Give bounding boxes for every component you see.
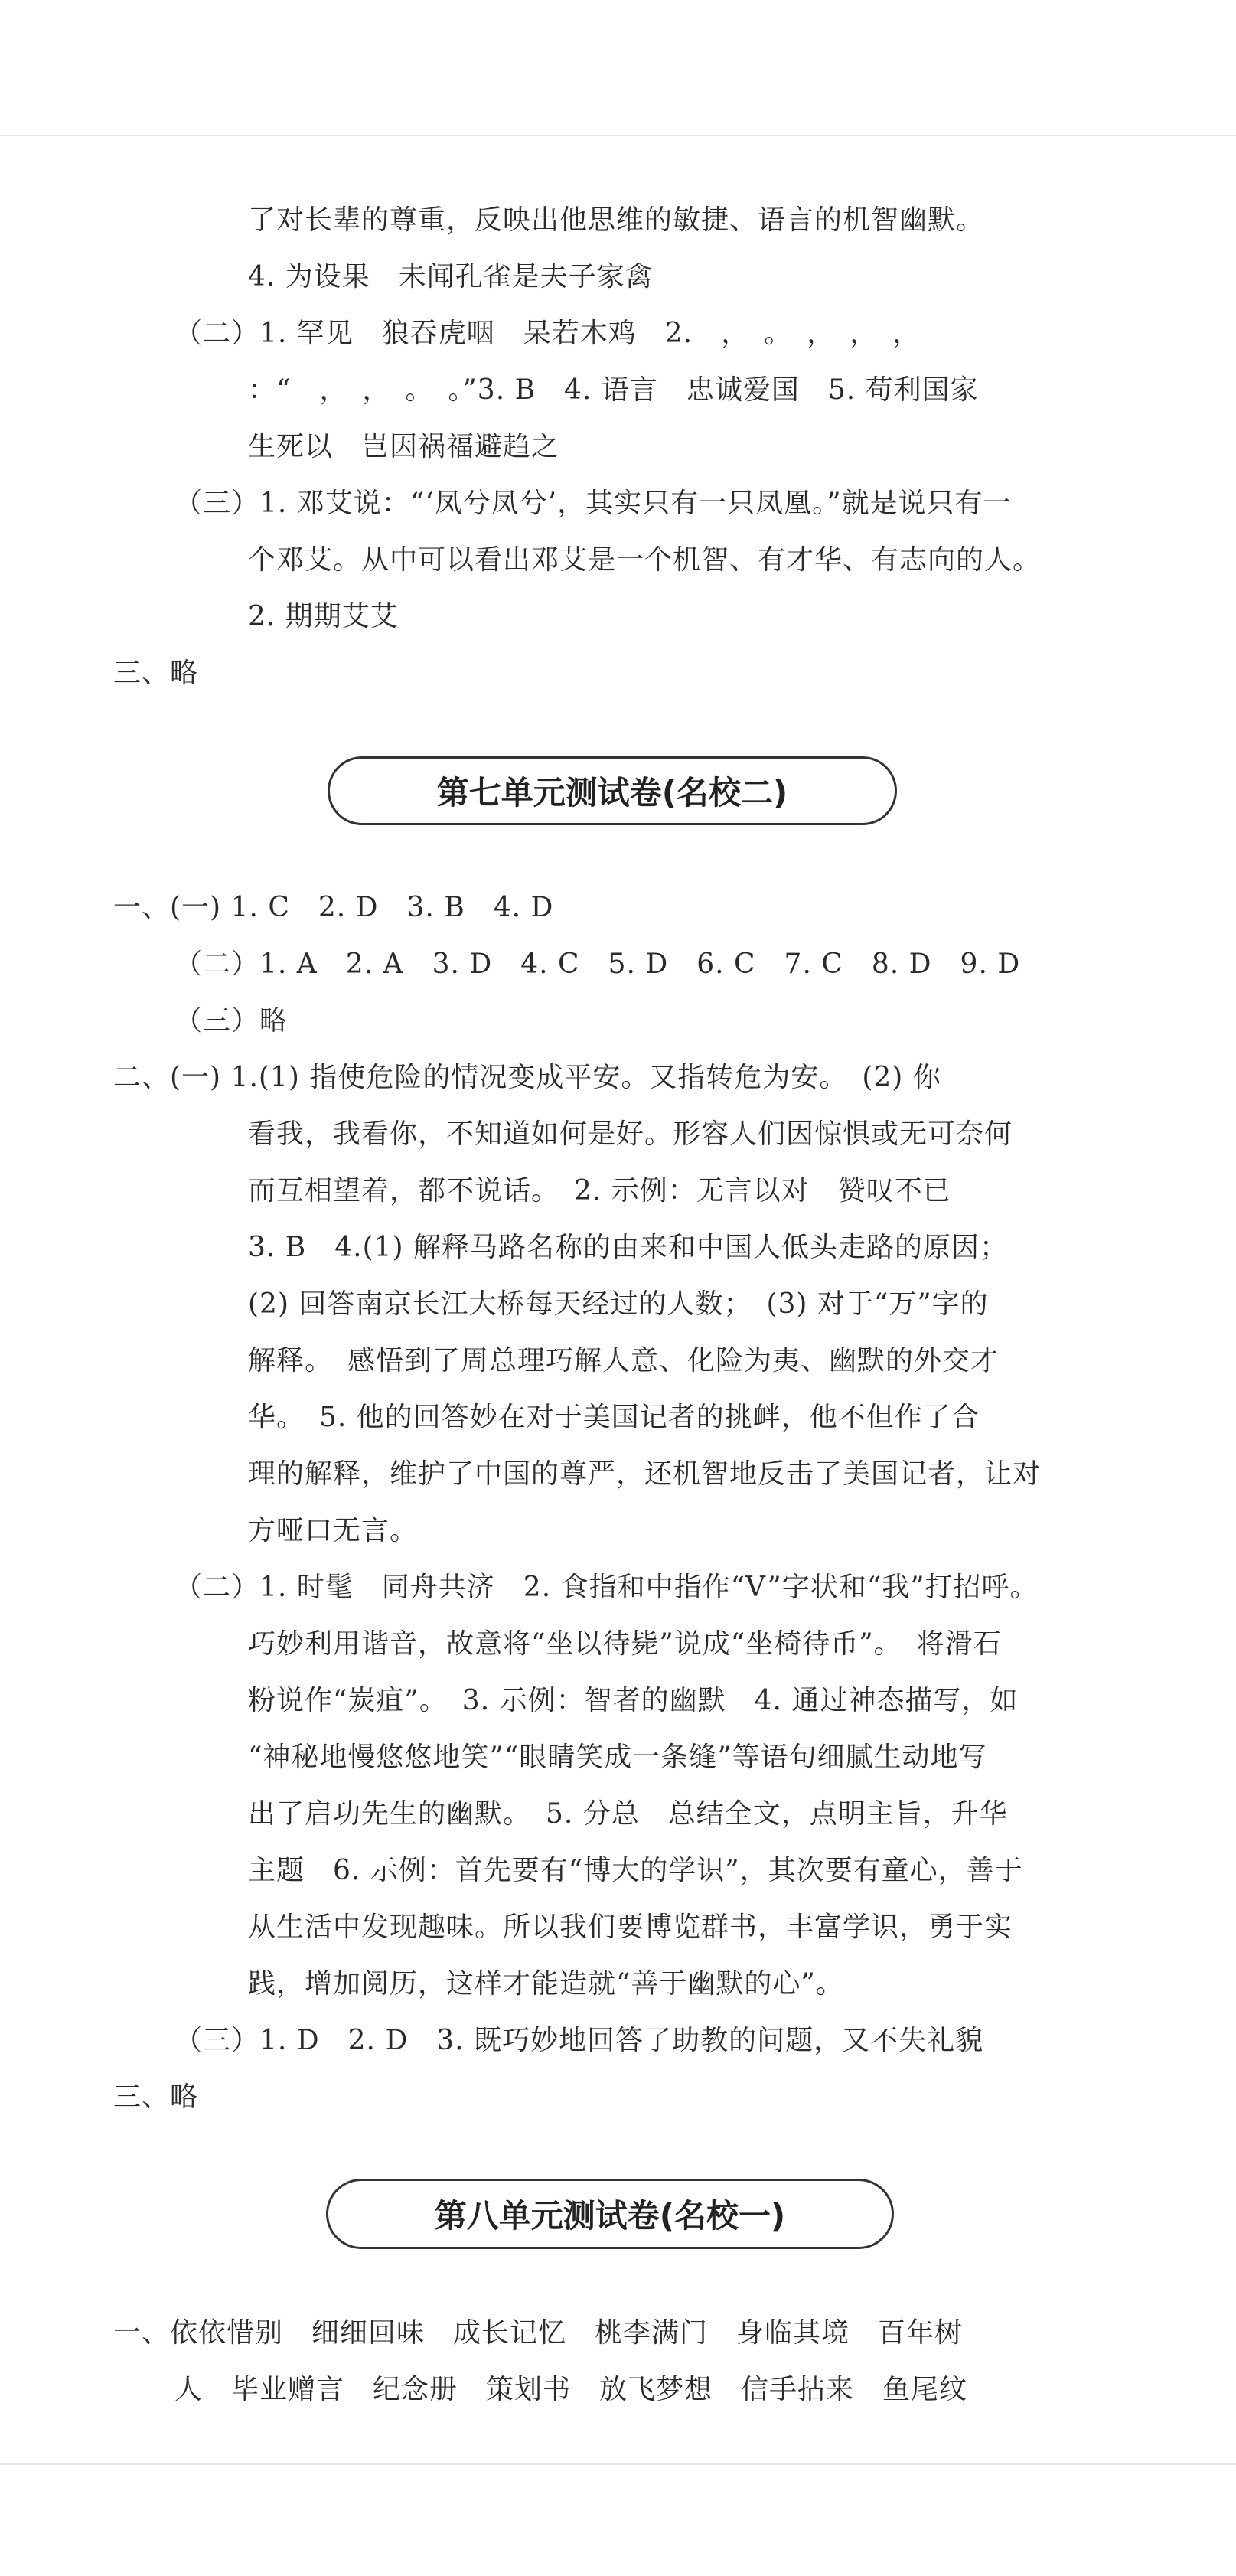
text-line: 而互相望着，都不说话。 2. 示例：无言以对 赞叹不已 <box>248 1175 951 1206</box>
text-line: （二）1. 时髦 同舟共济 2. 食指和中指作“V”字状和“我”打招呼。 <box>174 1572 1039 1603</box>
text-line: 一、(一) 1. C 2. D 3. B 4. D <box>113 892 554 923</box>
text-line: 践，增加阅历，这样才能造就“善于幽默的心”。 <box>248 1968 844 2000</box>
text-line: 理的解释，维护了中国的尊严，还机智地反击了美国记者，让对 <box>248 1458 1042 1490</box>
text-line: 方哑口无言。 <box>248 1515 419 1546</box>
unit7-heading: 第七单元测试卷(名校二) <box>328 756 897 825</box>
bottom-edge-line <box>0 2463 1236 2465</box>
text-line: 解释。 感悟到了周总理巧解人意、化险为夷、幽默的外交才 <box>248 1345 1000 1376</box>
text-line: 生死以 岂因祸福避趋之 <box>248 431 560 462</box>
text-line: （三）略 <box>174 1005 289 1037</box>
unit8-heading: 第八单元测试卷(名校一) <box>326 2179 894 2249</box>
text-line: （三）1. 邓艾说：“‘凤兮凤兮’，其实只有一只凤凰。”就是说只有一 <box>174 488 1012 519</box>
text-line: ：“ ， ， 。 。”3. B 4. 语言 忠诚爱国 5. 苟利国家 <box>248 374 979 406</box>
text-line: 华。 5. 他的回答妙在对于美国记者的挑衅，他不但作了合 <box>248 1402 980 1433</box>
text-line: 3. B 4.(1) 解释马路名称的由来和中国人低头走路的原因； <box>248 1232 1009 1263</box>
text-line: 从生活中发现趣味。所以我们要博览群书，丰富学识，勇于实 <box>248 1912 1013 1943</box>
text-line: （三）1. D 2. D 3. 既巧妙地回答了助教的问题，又不失礼貌 <box>174 2025 984 2056</box>
text-line: 出了启功先生的幽默。 5. 分总 总结全文，点明主旨，升华 <box>248 1798 1008 1830</box>
text-line: （二）1. A 2. A 3. D 4. C 5. D 6. C 7. C 8. D 9. D <box>174 948 1021 980</box>
text-line: 4. 为设果 未闻孔雀是夫子家禽 <box>248 261 654 292</box>
top-edge-line <box>0 135 1236 136</box>
text-line: 一、依依惜别 细细回味 成长记忆 桃李满门 身临其境 百年树 <box>113 2317 964 2349</box>
text-line: 人 毕业赠言 纪念册 策划书 放飞梦想 信手拈来 鱼尾纹 <box>174 2374 968 2405</box>
text-line: （二）1. 罕见 狼吞虎咽 呆若木鸡 2. ， 。 ， ， ， <box>174 318 921 349</box>
text-line: 了对长辈的尊重，反映出他思维的敏捷、语言的机智幽默。 <box>248 204 985 236</box>
text-line: 个邓艾。从中可以看出邓艾是一个机智、有才华、有志向的人。 <box>248 544 1042 576</box>
text-line: 三、略 <box>113 2081 199 2113</box>
text-line: 粉说作“炭疽”。 3. 示例：智者的幽默 4. 通过神态描写，如 <box>248 1685 1019 1716</box>
text-line: (2) 回答南京长江大桥每天经过的人数； (3) 对于“万”字的 <box>248 1288 989 1320</box>
text-line: 看我，我看你，不知道如何是好。形容人们因惊惧或无可奈何 <box>248 1118 1013 1150</box>
text-line: 2. 期期艾艾 <box>248 601 399 632</box>
text-line: 二、(一) 1.(1) 指使危险的情况变成平安。又指转危为安。 (2) 你 <box>113 1062 941 1093</box>
text-line: 巧妙利用谐音，故意将“坐以待毙”说成“坐椅待币”。 将滑石 <box>248 1628 1002 1660</box>
text-line: 主题 6. 示例：首先要有“博大的学识”，其次要有童心，善于 <box>248 1855 1023 1886</box>
text-line: “神秘地慢悠悠地笑”“眼睛笑成一条缝”等语句细腻生动地写 <box>248 1742 987 1773</box>
text-line: 三、略 <box>113 658 199 689</box>
